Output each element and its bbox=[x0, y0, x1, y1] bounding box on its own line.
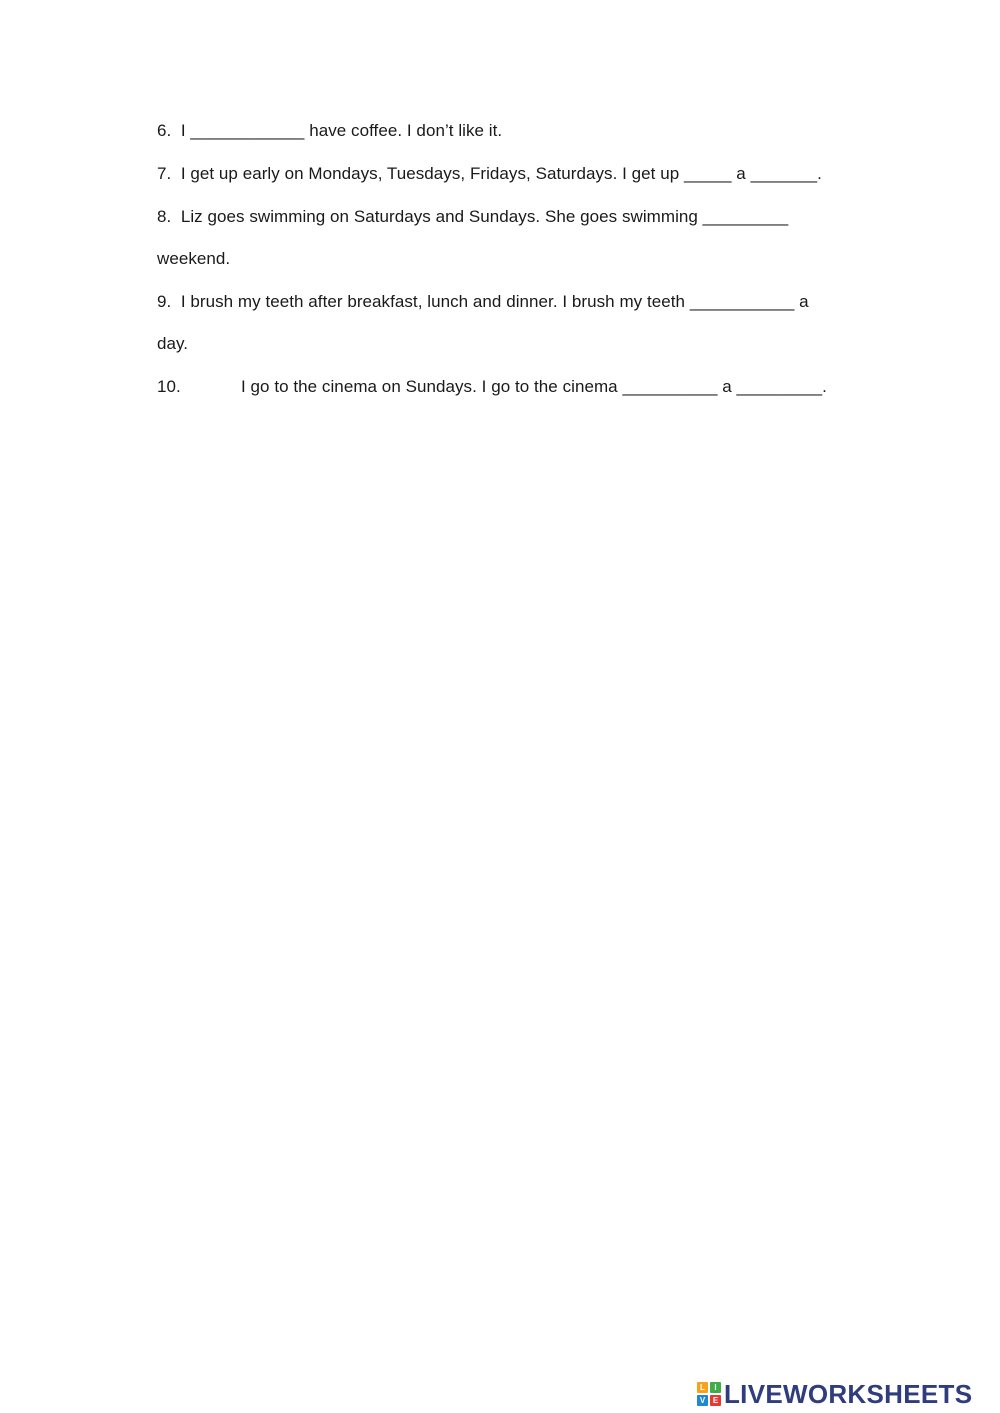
question-number: 7. bbox=[157, 164, 172, 183]
question-6 bbox=[157, 121, 502, 141]
liveworksheets-logo bbox=[697, 1379, 972, 1409]
question-text: I go to the cinema on Sundays. I go to the cinema __________ a _________. bbox=[241, 377, 827, 396]
logo-mark-letter: V bbox=[697, 1395, 708, 1406]
question-text: Liz goes swimming on Saturdays and Sundays. She goes swimming _________ bbox=[180, 207, 789, 226]
question-7 bbox=[157, 164, 822, 184]
question-9-continuation: day. bbox=[157, 334, 189, 353]
question-8-continuation: weekend. bbox=[157, 249, 231, 268]
logo-text: LIVEWORKSHEETS bbox=[724, 1379, 973, 1409]
question-text: I brush my teeth after breakfast, lunch and dinner. I brush my teeth ___________ a bbox=[180, 292, 809, 311]
question-text: I ____________ have coffee. I don’t like it. bbox=[180, 121, 503, 140]
logo-mark-icon bbox=[697, 1382, 721, 1406]
logo-mark-letter: L bbox=[697, 1382, 708, 1393]
question-number: 8. bbox=[157, 207, 172, 226]
question-text: I get up early on Mondays, Tuesdays, Fridays, Saturdays. I get up _____ a _______. bbox=[180, 164, 822, 183]
question-8 bbox=[157, 207, 788, 227]
question-10 bbox=[157, 377, 827, 397]
logo-mark-letter: I bbox=[710, 1382, 721, 1393]
question-number: 6. bbox=[157, 121, 172, 140]
logo-mark-letter: E bbox=[710, 1395, 721, 1406]
question-number: 9. bbox=[157, 292, 172, 311]
question-9 bbox=[157, 292, 809, 312]
question-number: 10. bbox=[157, 377, 181, 396]
